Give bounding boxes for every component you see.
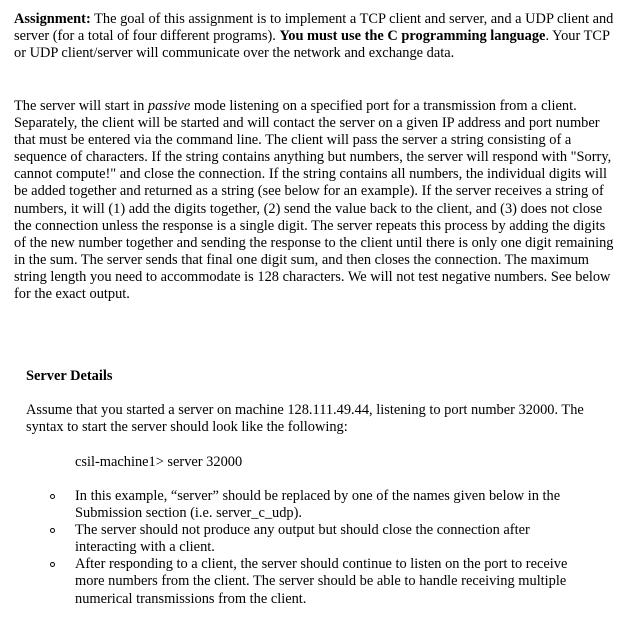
hollow-bullet-icon — [50, 528, 55, 533]
rules-text-2: mode listening on a specified port for a transmission from a client. Separately, the client will be started and will contact the server on a given IP address and port number that must be entered via the command line. The client will pass the server a string consisting of a sequence of characters. If the string contains anything but numbers, the server will respond with "Sorry, cannot compute!" and close the connection. If the string contains all numbers, the individual digits will be added together and returned as a string (see below for an example). If the server receives a string of numbers, it will (1) add the digits together, (2) send the value back to the client, and (3) does not close the connection unless the response is a single digit. The server repeats this process by adding the digits of the new number together and sending the response to the client until there is only one digit remaining in the sum. The server sends that final one digit sum, and then closes the connection. The maximum string length you need to accommodate is 128 characters. We will not test negative numbers. See below for the exact output. — [14, 98, 614, 303]
c-language-requirement: You must use the C programming language — [279, 28, 546, 45]
server-assume-paragraph: Assume that you started a server on machine 128.111.49.44, listening to port number 32000. The syntax to start the server should look like the following: — [26, 402, 584, 436]
intro-text-1: The goal of this assignment is to implement a TCP client and server, and a UDP client and server (for a total of four different programs). — [14, 11, 614, 45]
assignment-label: Assignment: — [14, 11, 91, 27]
rules-text-1: The server will start in — [14, 98, 148, 114]
list-item-text: After responding to a client, the server should continue to listen on the port to receive more numbers from the client. The server should be able to handle receiving multiple numerical transmissions from the client. — [75, 556, 568, 607]
server-details-heading: Server Details — [26, 368, 113, 384]
hollow-bullet-icon — [50, 494, 55, 499]
list-item-text: In this example, “server” should be replaced by one of the names given below in the Submission section (i.e. server_c_udp). — [75, 488, 561, 522]
list-item-text: The server should not produce any output but should close the connection after interacting with a client. — [75, 522, 530, 556]
list-item — [50, 522, 570, 556]
list-item — [50, 556, 570, 607]
intro-paragraph — [14, 11, 614, 62]
server-details-list — [50, 488, 570, 608]
passive-term: passive — [147, 98, 191, 114]
list-item — [50, 488, 570, 522]
server-command-example: csil-machine1> server 32000 — [75, 454, 243, 470]
intro-text-2: . Your TCP or UDP client/server will communicate over the network and exchange data. — [14, 28, 610, 62]
server-behavior-paragraph — [14, 98, 614, 303]
hollow-bullet-icon — [50, 562, 55, 567]
